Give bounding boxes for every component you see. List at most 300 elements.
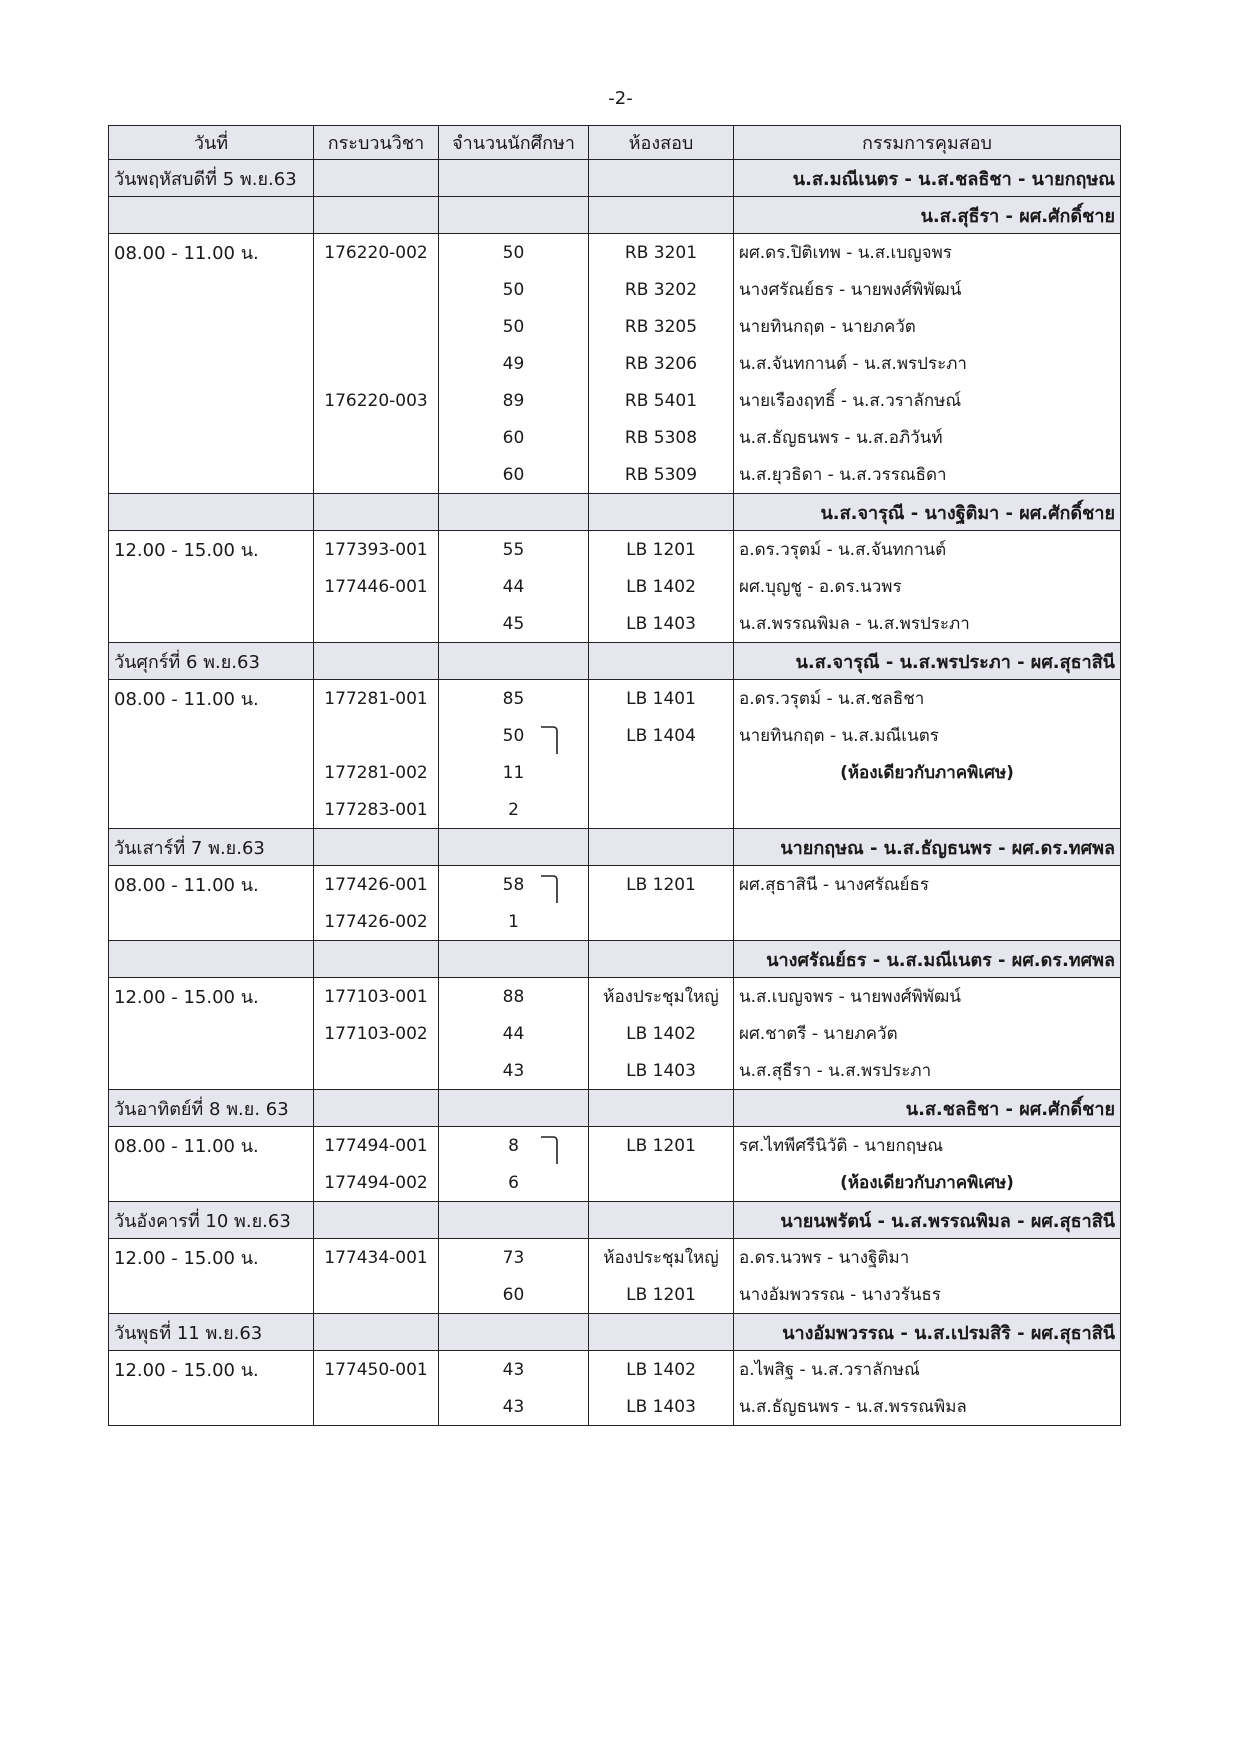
course-cell [314,978,439,1016]
room-cell [589,494,734,531]
count-cell-text: 55 [502,539,525,560]
proctor-cell-text: น.ส.สุธีรา - น.ส.พรประภา [739,1061,932,1081]
room-cell [589,531,734,569]
proctor-cell [734,1314,1121,1351]
course-cell [314,1164,439,1202]
table-row [109,605,1121,643]
course-cell-text: 177283-001 [324,799,428,820]
room-cell [589,308,734,345]
count-cell [439,643,589,680]
proctor-cell-text: ผศ.ชาตรี - นายภควัต [739,1024,898,1044]
room-cell [589,1314,734,1351]
proctor-cell [734,419,1121,456]
time-cell [109,1164,314,1202]
time-cell [109,1388,314,1426]
course-cell [314,791,439,829]
course-cell [314,271,439,308]
count-cell [439,829,589,866]
course-cell [314,829,439,866]
proctor-cell [734,1015,1121,1052]
count-cell-text: 50 [502,725,525,746]
time-cell [109,754,314,791]
count-cell-text: 50 [502,316,525,337]
course-cell-text: 177494-001 [324,1135,428,1156]
course-cell-text: 177434-001 [324,1247,428,1268]
proctor-cell-text: นางอัมพวรรณ - นางวรันธร [739,1285,941,1305]
course-cell-text: 176220-002 [324,242,428,263]
proctor-cell-text: รศ.ไทพีศรีนิวัติ - นายกฤษณ [739,1136,944,1156]
course-cell [314,941,439,978]
proctor-cell [734,494,1121,531]
proctor-cell-text: น.ส.พรรณพิมล - น.ส.พรประภา [739,614,970,634]
proctor-cell [734,978,1121,1016]
count-cell [439,717,589,754]
course-cell [314,605,439,643]
room-cell-text: LB 1403 [626,1060,696,1081]
room-cell-text: LB 1404 [626,725,696,746]
room-cell [589,978,734,1016]
proctor-cell [734,271,1121,308]
time-cell-text: 08.00 - 11.00 น. [114,875,259,896]
course-cell [314,1239,439,1277]
room-cell-text: RB 3202 [624,279,698,300]
proctor-cell [734,717,1121,754]
proctor-cell [734,1276,1121,1314]
day-header-row [109,643,1121,680]
room-cell-text: RB 3205 [624,316,698,337]
time-cell-text: วันอังคารที่ 10 พ.ย.63 [114,1210,291,1232]
time-cell [109,197,314,234]
course-cell [314,1127,439,1165]
proctor-cell-text: ผศ.บุญชู - อ.ดร.นวพร [739,577,902,597]
room-cell [589,643,734,680]
count-cell-text: 43 [502,1060,525,1081]
course-cell [314,160,439,197]
count-cell-text: 44 [502,1023,525,1044]
room-cell [589,1239,734,1277]
count-cell-text: 8 [508,1135,519,1156]
table-row [109,1276,1121,1314]
count-cell [439,605,589,643]
room-cell-text: LB 1201 [626,874,696,895]
proctor-cell [734,791,1121,829]
course-cell [314,1202,439,1239]
time-cell [109,494,314,531]
table-row [109,1127,1121,1165]
count-cell [439,1052,589,1090]
table-row [109,680,1121,718]
course-cell [314,903,439,941]
course-cell-text: 177103-002 [324,1023,428,1044]
count-cell [439,903,589,941]
course-cell-text: 177281-002 [324,762,428,783]
count-cell [439,1276,589,1314]
room-cell [589,829,734,866]
time-cell [109,680,314,718]
proctor-cell-text: น.ส.ชลธิชา - ผศ.ศักดิ์ชาย [905,1098,1115,1120]
count-cell [439,160,589,197]
count-cell-text: 2 [508,799,519,820]
table-row [109,308,1121,345]
time-cell [109,1239,314,1277]
course-cell-text: 176220-003 [324,390,428,411]
course-cell-text: 177281-001 [324,688,428,709]
proctor-cell [734,531,1121,569]
room-cell-text: LB 1402 [626,1023,696,1044]
course-cell-text: 177426-002 [324,911,428,932]
room-cell [589,382,734,419]
room-cell [589,1127,734,1165]
header-student-count: จำนวนนักศึกษา [439,126,589,160]
table-row [109,903,1121,941]
course-cell [314,1090,439,1127]
count-cell [439,197,589,234]
count-cell [439,1090,589,1127]
room-cell-text: ห้องประชุมใหญ่ [603,987,719,1007]
room-cell [589,754,734,791]
room-cell [589,866,734,904]
count-cell [439,978,589,1016]
proctor-cell [734,1202,1121,1239]
room-cell [589,568,734,605]
header-date: วันที่ [109,126,314,160]
proctor-cell-text: น.ส.มณีเนตร - น.ส.ชลธิชา - นายกฤษณ [792,168,1115,190]
proctor-cell [734,829,1121,866]
proctor-cell [734,1239,1121,1277]
exam-schedule-table [108,125,1121,1426]
proctor-cell [734,1164,1121,1202]
time-cell-text: 08.00 - 11.00 น. [114,1136,259,1157]
course-cell [314,717,439,754]
bracket-icon [539,874,573,903]
header-course: กระบวนวิชา [314,126,439,160]
proctor-cell-text: น.ส.เบญจพร - นายพงศ์พิพัฒน์ [739,987,961,1007]
room-cell-text: RB 5309 [624,464,698,485]
day-header-row [109,829,1121,866]
count-cell-text: 73 [502,1247,525,1268]
course-cell [314,1388,439,1426]
room-cell [589,717,734,754]
count-cell-text: 50 [502,279,525,300]
day-header-row [109,197,1121,234]
time-cell [109,308,314,345]
course-cell [314,345,439,382]
course-cell-text: 177426-001 [324,874,428,895]
proctor-cell-text: น.ส.ธัญธนพร - น.ส.พรรณพิมล [739,1397,967,1417]
time-cell [109,717,314,754]
count-cell [439,308,589,345]
time-cell-text: 12.00 - 15.00 น. [114,540,259,561]
room-cell-text: ห้องประชุมใหญ่ [603,1248,719,1268]
proctor-cell-text: น.ส.จารุณี - น.ส.พรประภา - ผศ.สุธาสินี [795,651,1115,673]
proctor-cell [734,941,1121,978]
course-cell-text: 177393-001 [324,539,428,560]
proctor-cell [734,456,1121,494]
count-cell-text: 50 [502,242,525,263]
schedule-body [109,160,1121,1426]
time-cell [109,531,314,569]
room-cell-text: RB 5401 [624,390,698,411]
table-row [109,1052,1121,1090]
proctor-cell-text: ผศ.สุธาสินี - นางศรัณย์ธร [739,875,930,895]
proctor-cell [734,1127,1121,1165]
count-cell [439,271,589,308]
count-cell [439,234,589,272]
room-cell [589,1202,734,1239]
time-cell-text: 12.00 - 15.00 น. [114,987,259,1008]
count-cell [439,456,589,494]
proctor-cell [734,1090,1121,1127]
table-row [109,978,1121,1016]
count-cell-text: 49 [502,353,525,374]
proctor-cell [734,160,1121,197]
room-cell [589,605,734,643]
count-cell-text: 58 [502,874,525,895]
room-cell-text: LB 1201 [626,1135,696,1156]
count-cell [439,531,589,569]
count-cell-text: 60 [502,1284,525,1305]
time-cell [109,1202,314,1239]
table-row [109,754,1121,791]
time-cell [109,605,314,643]
table-row [109,456,1121,494]
time-cell [109,568,314,605]
course-cell [314,643,439,680]
room-cell [589,1388,734,1426]
room-cell [589,1164,734,1202]
table-row [109,531,1121,569]
table-row [109,1015,1121,1052]
time-cell [109,382,314,419]
time-cell-text: 12.00 - 15.00 น. [114,1360,259,1381]
count-cell-text: 1 [508,911,519,932]
count-cell-text: 43 [502,1359,525,1380]
room-cell [589,1276,734,1314]
proctor-cell-text: อ.ดร.วรุตม์ - น.ส.ชลธิชา [739,689,925,709]
room-cell-text: LB 1403 [626,613,696,634]
course-cell [314,419,439,456]
count-cell [439,1314,589,1351]
bracket-icon [539,1135,573,1164]
time-cell [109,978,314,1016]
proctor-cell-text: นายกฤษณ - น.ส.ธัญธนพร - ผศ.ดร.ทศพล [780,837,1115,859]
time-cell [109,160,314,197]
count-cell [439,1015,589,1052]
room-cell [589,680,734,718]
count-cell [439,941,589,978]
time-cell-text: 08.00 - 11.00 น. [114,243,259,264]
day-header-row [109,1202,1121,1239]
table-row [109,1351,1121,1389]
proctor-cell [734,1052,1121,1090]
count-cell-text: 60 [502,427,525,448]
course-cell [314,680,439,718]
day-header-row [109,1314,1121,1351]
time-cell-text: 08.00 - 11.00 น. [114,689,259,710]
count-cell-text: 89 [502,390,525,411]
room-cell [589,419,734,456]
course-cell [314,531,439,569]
course-cell [314,568,439,605]
time-cell [109,1351,314,1389]
count-cell-text: 45 [502,613,525,634]
room-cell-text: RB 5308 [624,427,698,448]
proctor-cell-text: น.ส.จารุณี - นางฐิติมา - ผศ.ศักดิ์ชาย [820,502,1115,524]
proctor-cell [734,1388,1121,1426]
count-cell-text: 85 [502,688,525,709]
header-proctors: กรรมการคุมสอบ [734,126,1121,160]
course-cell [314,1015,439,1052]
proctor-cell [734,866,1121,904]
proctor-cell-text: น.ส.ธัญธนพร - น.ส.อภิวันท์ [739,428,943,448]
page-number: -2- [608,88,633,109]
proctor-cell-text: นายนพรัตน์ - น.ส.พรรณพิมล - ผศ.สุธาสินี [780,1210,1115,1232]
proctor-cell [734,903,1121,941]
course-cell [314,754,439,791]
proctor-cell-text: อ.ดร.วรุตม์ - น.ส.จันทกานต์ [739,540,947,560]
time-cell [109,271,314,308]
count-cell [439,1351,589,1389]
course-cell [314,1351,439,1389]
room-cell [589,1015,734,1052]
table-row [109,1239,1121,1277]
room-cell [589,941,734,978]
count-cell [439,1388,589,1426]
room-cell [589,160,734,197]
day-header-row [109,160,1121,197]
proctor-cell [734,345,1121,382]
course-cell [314,1314,439,1351]
time-cell-text: วันพฤหัสบดีที่ 5 พ.ย.63 [114,168,297,190]
proctor-cell-text: นายทินกฤต - น.ส.มณีเนตร [739,726,939,746]
room-cell-text: LB 1201 [626,539,696,560]
proctor-cell [734,643,1121,680]
proctor-cell-text: นางศรัณย์ธร - น.ส.มณีเนตร - ผศ.ดร.ทศพล [766,949,1115,971]
time-cell [109,1052,314,1090]
room-cell [589,1090,734,1127]
proctor-cell-text: น.ส.สุธีรา - ผศ.ศักดิ์ชาย [920,205,1115,227]
time-cell [109,643,314,680]
proctor-cell [734,754,1121,791]
proctor-cell [734,605,1121,643]
count-cell [439,1239,589,1277]
room-cell-text: RB 3201 [624,242,698,263]
count-cell [439,1202,589,1239]
header-row [109,126,1121,160]
time-cell [109,941,314,978]
course-cell [314,382,439,419]
proctor-cell [734,234,1121,272]
table-row [109,1164,1121,1202]
proctor-cell-text: นางอัมพวรรณ - น.ส.เปรมสิริ - ผศ.สุธาสินี [782,1322,1115,1344]
count-cell-text: 60 [502,464,525,485]
course-cell [314,234,439,272]
proctor-cell [734,197,1121,234]
time-cell-text: วันเสาร์ที่ 7 พ.ย.63 [114,837,265,859]
header-exam-room: ห้องสอบ [589,126,734,160]
room-cell [589,234,734,272]
room-cell [589,903,734,941]
room-cell-text: LB 1402 [626,576,696,597]
course-cell-text: 177494-002 [324,1172,428,1193]
course-cell [314,494,439,531]
room-cell [589,271,734,308]
time-cell [109,345,314,382]
count-cell-text: 88 [502,986,525,1007]
room-cell [589,345,734,382]
course-cell [314,456,439,494]
count-cell [439,754,589,791]
count-cell [439,866,589,904]
room-cell-text: LB 1401 [626,688,696,709]
time-cell [109,419,314,456]
proctor-cell-text: นายเรืองฤทธิ์ - น.ส.วราลักษณ์ [739,391,962,411]
course-cell-text: 177450-001 [324,1359,428,1380]
table-row [109,345,1121,382]
room-cell [589,456,734,494]
room-cell [589,1052,734,1090]
count-cell-text: 11 [502,762,525,783]
table-row [109,234,1121,272]
room-cell-text: LB 1403 [626,1396,696,1417]
day-header-row [109,494,1121,531]
table-row [109,717,1121,754]
table-row [109,382,1121,419]
room-cell [589,791,734,829]
course-cell [314,1052,439,1090]
table-row [109,568,1121,605]
proctor-cell-text: อ.ไพสิฐ - น.ส.วราลักษณ์ [739,1360,920,1380]
proctor-cell [734,680,1121,718]
time-cell [109,866,314,904]
count-cell [439,419,589,456]
proctor-cell-text: นางศรัณย์ธร - นายพงศ์พิพัฒน์ [739,280,962,300]
room-cell-text: LB 1402 [626,1359,696,1380]
course-cell [314,866,439,904]
time-cell-text: วันพุธที่ 11 พ.ย.63 [114,1322,263,1344]
time-cell [109,1314,314,1351]
proctor-cell-text: (ห้องเดียวกับภาคพิเศษ) [840,763,1014,783]
course-cell [314,308,439,345]
count-cell [439,1127,589,1165]
bracket-icon [539,725,573,754]
time-cell [109,1127,314,1165]
day-header-row [109,1090,1121,1127]
count-cell [439,494,589,531]
proctor-cell-text: น.ส.จันทกานต์ - น.ส.พรประภา [739,354,967,374]
count-cell-text: 44 [502,576,525,597]
room-cell-text: RB 3206 [624,353,698,374]
proctor-cell [734,568,1121,605]
count-cell [439,345,589,382]
day-header-row [109,941,1121,978]
count-cell [439,568,589,605]
time-cell [109,456,314,494]
proctor-cell [734,308,1121,345]
time-cell [109,903,314,941]
count-cell [439,791,589,829]
table-row [109,419,1121,456]
count-cell [439,680,589,718]
proctor-cell [734,1351,1121,1389]
course-cell-text: 177103-001 [324,986,428,1007]
room-cell [589,197,734,234]
time-cell [109,1276,314,1314]
count-cell [439,382,589,419]
course-cell-text: 177446-001 [324,576,428,597]
count-cell-text: 6 [508,1172,519,1193]
time-cell-text: 12.00 - 15.00 น. [114,1248,259,1269]
